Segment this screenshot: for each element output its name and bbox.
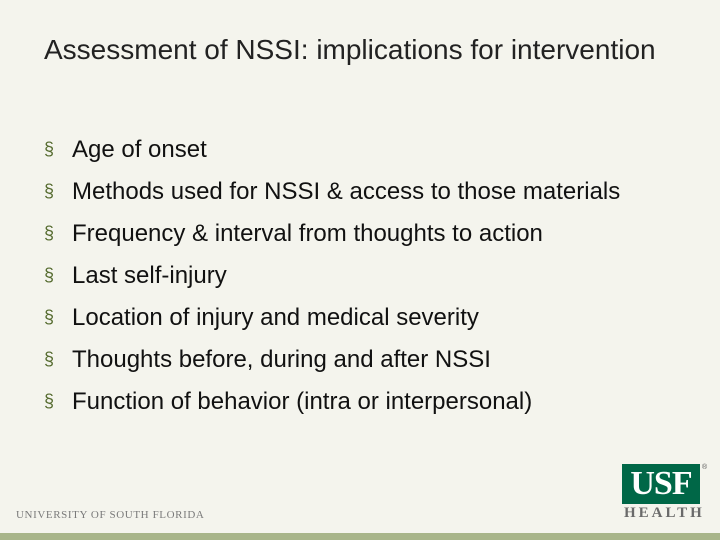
- bullet-text: Function of behavior (intra or interpersonal): [72, 388, 533, 415]
- bullet-item: [44, 131, 694, 168]
- bullet-marker: §: [44, 223, 55, 243]
- university-wordmark: UNIVERSITY OF SOUTH FLORIDA: [16, 509, 205, 521]
- bullet-item: [44, 257, 694, 294]
- bullet-list: [44, 131, 694, 425]
- bullet-text: Thoughts before, during and after NSSI: [72, 346, 491, 373]
- footer-rule: [0, 533, 720, 540]
- bullet-item: [44, 299, 694, 336]
- registered-mark: ®: [702, 464, 708, 471]
- bullet-item: [44, 383, 694, 420]
- bullet-marker: §: [44, 265, 55, 285]
- bullet-text: Last self-injury: [72, 262, 227, 289]
- bullet-text: Location of injury and medical severity: [72, 304, 479, 331]
- bullet-item: [44, 341, 694, 378]
- bullet-marker: §: [44, 391, 55, 411]
- bullet-text: Methods used for NSSI & access to those materials: [72, 178, 621, 205]
- bullet-text: Age of onset: [72, 136, 207, 163]
- logo-usf-text: USF: [622, 464, 700, 504]
- bullet-marker: §: [44, 307, 55, 327]
- slide-title: Assessment of NSSI: implications for intervention: [44, 34, 656, 65]
- bullet-item: [44, 215, 694, 252]
- bullet-marker: §: [44, 349, 55, 369]
- bullet-marker: §: [44, 181, 55, 201]
- usf-health-logo: [622, 464, 706, 524]
- logo-health-text: HEALTH: [624, 505, 705, 521]
- bullet-marker: §: [44, 139, 55, 159]
- bullet-text: Frequency & interval from thoughts to action: [72, 220, 543, 247]
- bullet-item: [44, 173, 694, 210]
